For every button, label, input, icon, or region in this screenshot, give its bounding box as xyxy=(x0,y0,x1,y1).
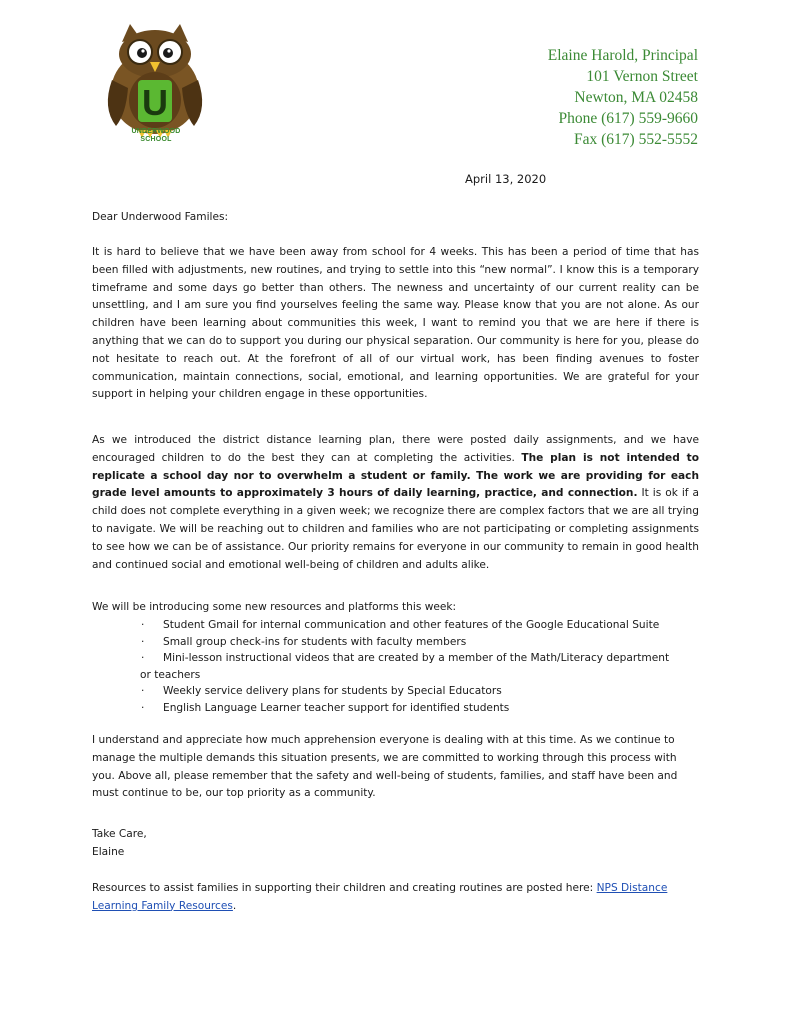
street-address: 101 Vernon Street xyxy=(586,68,698,85)
list-item: · English Language Learner teacher support for identified students xyxy=(140,700,702,717)
paragraph-2-intro: As we introduced the district distance learning plan, there were posted daily assignments, and we have encouraged children to do the best they can at completing the activities. xyxy=(92,434,699,464)
paragraph-3: I understand and appreciate how much apprehension everyone is dealing with at this time. As we continue to manage the multiple demands this situation presents, we are committed to working through this process with you. Above all, please remember that the safety and well-being of students, families, and staff have been and must continue to be, our top priority as a community. xyxy=(92,734,678,800)
bullet-marker: · xyxy=(141,652,145,664)
fax-number: Fax (617) 552-5552 xyxy=(574,131,698,148)
school-name-line1: UNDERWOOD xyxy=(131,128,181,135)
signature-name: Elaine xyxy=(92,845,125,858)
list-item: · Student Gmail for internal communication and other features of the Google Educational Suite xyxy=(140,617,702,634)
city-state-zip: Newton, MA 02458 xyxy=(574,89,698,106)
principal-name: Elaine Harold, Principal xyxy=(547,47,698,64)
resources-text: Resources to assist families in supporting their children and creating routines are posted here: xyxy=(92,882,597,894)
resources-intro: We will be introducing some new resources and platforms this week: xyxy=(92,601,457,613)
list-item-continuation: or teachers xyxy=(140,668,201,681)
bullet-marker: · xyxy=(141,701,145,714)
owl-letter: U xyxy=(142,82,168,123)
resources-note xyxy=(92,880,699,916)
school-name-caption xyxy=(116,128,196,144)
bullet-marker: · xyxy=(141,685,145,697)
paragraph-2-emphasis: The plan is not intended to replicate a school day nor to overwhelm a student or family. The work we are providing for each grade level amounts to approximately 3 hours of daily learning, practice, and connection. xyxy=(92,451,700,500)
resources-link[interactable]: NPS Distance Learning Family Resources xyxy=(92,882,668,912)
closing-line: Take Care, xyxy=(92,828,147,840)
school-name-line2: SCHOOL xyxy=(140,136,172,143)
paragraph-1: It is hard to believe that we have been away from school for 4 weeks. This has been a period of time that has been filled with adjustments, new routines, and trying to settle into this “new normal”. I know this is a temporary timeframe and some days go better than others. The newness and uncertainty of our current reality can be unsettling, and I am sure you find yourselves feeling the same way. Please know that you are not alone. As our children have been learning about communities this week, I want to remind you that we are here if there is anything that we can do to support you during our physical separation. Our community is here for you, please do not hesitate to reach out. At the forefront of all of our virtual work, has been finding avenues to foster communication, maintain connections, social, emotional, and learning opportunities. We are grateful for your support in helping your children engage in these opportunities. xyxy=(92,246,699,401)
bullet-marker: · xyxy=(141,619,145,631)
letterhead-address xyxy=(548,45,698,150)
paragraph-2 xyxy=(92,432,699,574)
resources-end: . xyxy=(232,899,237,912)
salutation: Dear Underwood Familes: xyxy=(92,211,229,223)
list-item: · Weekly service delivery plans for students by Special Educators xyxy=(140,683,702,700)
letter-date: April 13, 2020 xyxy=(465,172,547,186)
resources-list xyxy=(140,617,702,716)
phone-number: Phone (617) 559-9660 xyxy=(558,110,698,127)
paragraph-2-rest: It is ok if a child does not complete everything in a given week; we recognize there are complex factors that we are all trying to navigate. We will be reaching out to children and families who are not participating or completing assignments to see how we can be of assistance. Our priority remains for everyone in our community to remain in good health and continued social and emotional well-being of children and adults alike. xyxy=(92,487,699,571)
closing xyxy=(92,826,699,862)
bullet-marker: · xyxy=(141,635,145,648)
list-item: · Small group check-ins for students with faculty members xyxy=(140,634,702,651)
list-item: · Mini-lesson instructional videos that are created by a member of the Math/Literacy department xyxy=(140,650,702,667)
